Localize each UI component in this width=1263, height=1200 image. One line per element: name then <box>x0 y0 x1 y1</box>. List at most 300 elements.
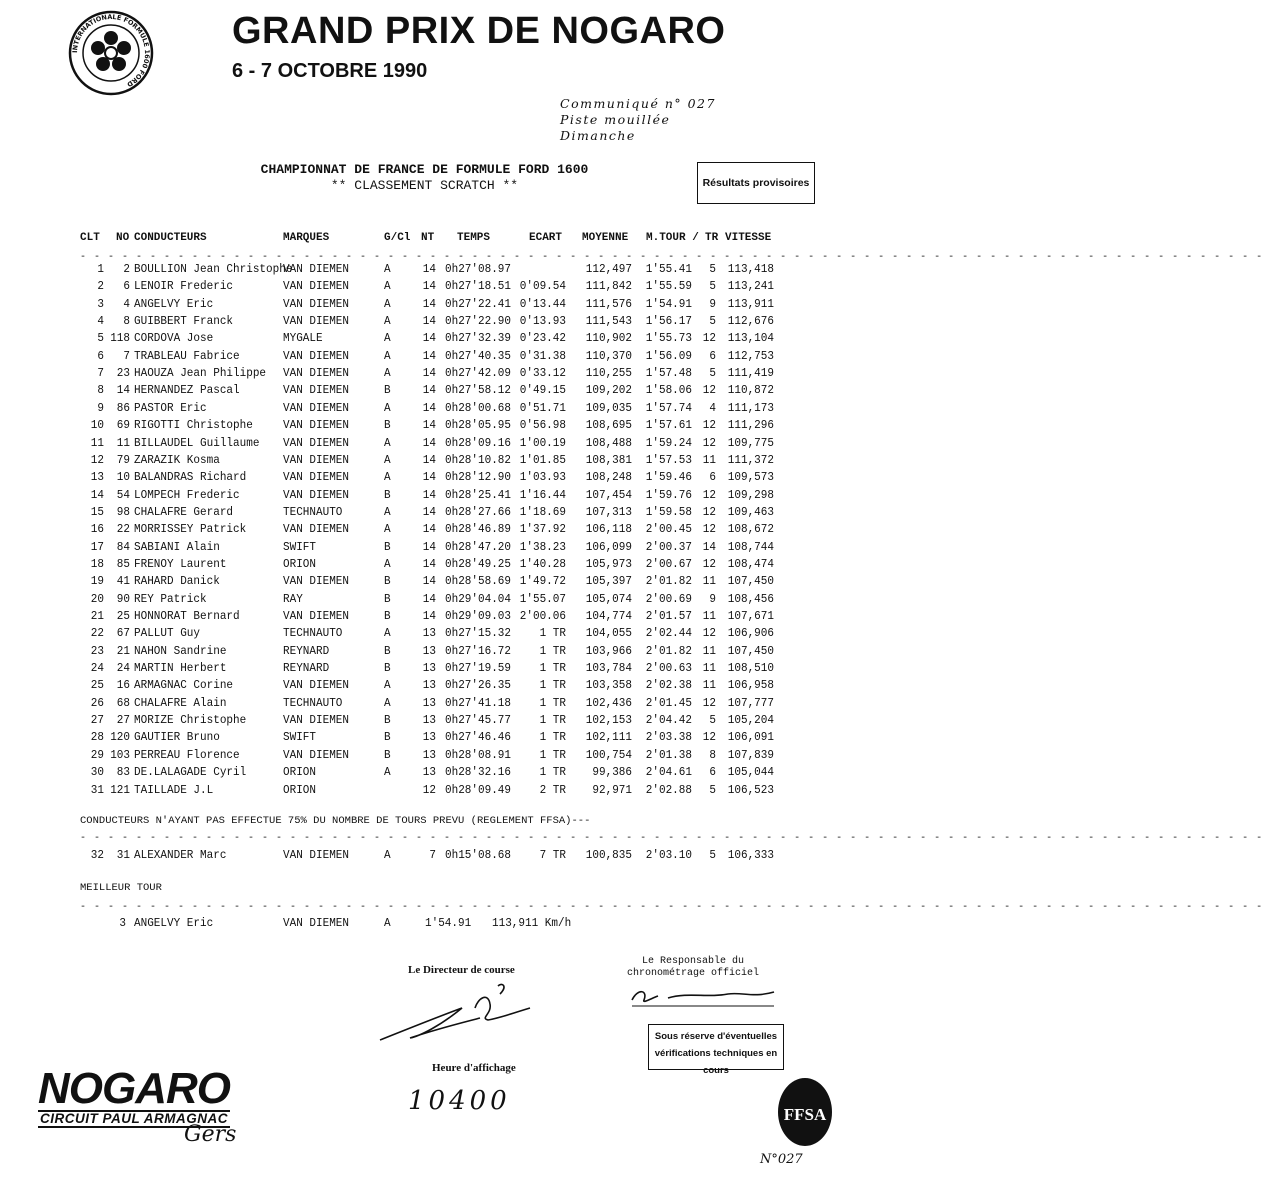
cell-mtour: 2'02.44 <box>645 627 692 642</box>
cell-no: 83 <box>116 766 130 780</box>
cell-mtour: 2'01.57 <box>645 610 692 624</box>
cell-tr: 11 <box>702 679 716 694</box>
gers-signature: Gers <box>184 1122 237 1147</box>
cell-mtour: 1'57.48 <box>645 367 692 381</box>
cell-group: A <box>384 315 391 329</box>
cell-temps: 0h28'27.66 <box>445 506 512 520</box>
cell-driver: LENOIR Frederic <box>134 280 234 295</box>
cell-driver: MORRISSEY Patrick <box>134 523 247 537</box>
cell-marque: TECHNAUTO <box>283 697 343 711</box>
col-marques: MARQUES <box>283 232 330 244</box>
cell-temps: 0h27'08.97 <box>445 263 512 277</box>
cell-moyenne: 99,386 <box>592 766 632 780</box>
cell-no: 121 <box>110 783 130 798</box>
cell-no: 7 <box>123 350 130 364</box>
best-lap-speed: 113,911 Km/h <box>492 917 572 931</box>
cell-ecart: 1'03.93 <box>519 471 566 485</box>
best-lap-no: 3 <box>119 917 126 931</box>
cell-group: B <box>384 610 391 624</box>
cell-moyenne: 107,313 <box>585 506 632 520</box>
cell-no: 103 <box>110 749 130 763</box>
cell-moyenne: 106,118 <box>585 523 632 537</box>
cell-group: A <box>384 766 391 780</box>
cell-nt: 14 <box>422 454 436 468</box>
cell-moyenne: 108,488 <box>585 436 632 451</box>
cell-driver: LOMPECH Frederic <box>134 488 240 503</box>
cell-driver: ARMAGNAC Corine <box>134 679 234 694</box>
cell-moyenne: 109,202 <box>585 384 632 399</box>
cell-temps: 0h28'00.68 <box>445 402 512 416</box>
cell-tr: 12 <box>702 436 716 451</box>
cell-tr: 12 <box>702 627 716 642</box>
cell-no: 16 <box>116 679 130 694</box>
cell-marque: VAN DIEMEN <box>283 610 350 624</box>
cell-ecart: 1'40.28 <box>519 558 566 572</box>
cell-nt: 14 <box>422 436 436 451</box>
cell-ecart: 1 TR <box>539 766 566 780</box>
cell-clt: 3 <box>97 297 104 312</box>
classification-subtitle: ** CLASSEMENT SCRATCH ** <box>330 178 519 193</box>
cell-nt: 13 <box>422 731 436 746</box>
cell-driver: ZARAZIK Kosma <box>134 454 220 468</box>
cell-mtour: 1'57.61 <box>645 419 692 433</box>
cell-ecart: 1'18.69 <box>519 506 566 520</box>
cell-driver: HONNORAT Bernard <box>134 610 240 624</box>
table-divider: - - - - - - - - - - - - - - - - - - - - - - - - - - - - - - - - - - - - - - - - - - - - - - - - - - - - - - - - - - - - - - - - - - - - - - - - - - - - - - - - - - - - - <box>80 252 1263 263</box>
cell-clt: 24 <box>90 662 104 676</box>
cell-marque: VAN DIEMEN <box>283 679 350 694</box>
cell-marque: VAN DIEMEN <box>283 849 350 863</box>
cell-marque: VAN DIEMEN <box>283 714 350 728</box>
cell-ecart: 0'23.42 <box>519 332 566 347</box>
cell-driver: CHALAFRE Alain <box>134 697 227 711</box>
cell-clt: 14 <box>90 488 104 503</box>
col-nt: NT <box>421 232 435 244</box>
cell-mtour: 1'59.24 <box>645 436 692 451</box>
cell-temps: 0h27'18.51 <box>445 280 512 295</box>
col-conducteurs: CONDUCTEURS <box>134 232 207 244</box>
cell-mtour: 2'04.42 <box>645 714 692 728</box>
cell-vitesse: 110,872 <box>727 384 774 399</box>
non-classified-heading: CONDUCTEURS N'AYANT PAS EFFECTUE 75% DU NOMBRE DE TOURS PREVU (REGLEMENT FFSA)--- <box>80 815 591 827</box>
cell-group: A <box>384 367 391 381</box>
cell-marque: VAN DIEMEN <box>283 402 350 416</box>
circuit-name: CIRCUIT PAUL ARMAGNAC <box>40 1111 228 1126</box>
cell-no: 67 <box>116 627 130 642</box>
cell-clt: 26 <box>90 697 104 711</box>
cell-ecart: 1 TR <box>539 697 566 711</box>
col-mtour: M.TOUR / <box>646 232 699 244</box>
cell-clt: 27 <box>90 714 104 728</box>
cell-vitesse: 107,450 <box>727 644 774 659</box>
cell-clt: 25 <box>90 679 104 694</box>
cell-vitesse: 107,777 <box>727 697 774 711</box>
track-condition: Piste mouillée <box>560 112 671 127</box>
cell-moyenne: 111,842 <box>585 280 632 295</box>
cell-no: 84 <box>116 540 130 555</box>
cell-tr: 12 <box>702 384 716 399</box>
cell-clt: 10 <box>90 419 104 433</box>
cell-mtour: 1'57.53 <box>645 454 692 468</box>
cell-moyenne: 102,111 <box>585 731 632 746</box>
cell-ecart: 7 TR <box>539 849 566 863</box>
cell-marque: VAN DIEMEN <box>283 749 350 763</box>
cell-moyenne: 106,099 <box>585 540 632 555</box>
cell-temps: 0h27'26.35 <box>445 679 512 694</box>
cell-marque: VAN DIEMEN <box>283 297 350 312</box>
cell-mtour: 2'03.38 <box>645 731 692 746</box>
cell-mtour: 1'55.41 <box>645 263 692 277</box>
cell-tr: 5 <box>709 849 716 863</box>
document-number: N°027 <box>760 1152 803 1167</box>
cell-group: A <box>384 402 391 416</box>
cell-temps: 0h28'09.49 <box>445 783 512 798</box>
cell-group: B <box>384 644 391 659</box>
cell-driver: TRABLEAU Fabrice <box>134 350 240 364</box>
cell-group: A <box>384 627 391 642</box>
cell-nt: 14 <box>422 402 436 416</box>
cell-driver: PERREAU Florence <box>134 749 240 763</box>
cell-vitesse: 112,753 <box>727 350 774 364</box>
cell-nt: 13 <box>422 749 436 763</box>
cell-vitesse: 106,523 <box>727 783 774 798</box>
nogaro-brand: NOGARO <box>38 1064 230 1113</box>
cell-marque: VAN DIEMEN <box>283 315 350 329</box>
cell-driver: MORIZE Christophe <box>134 714 247 728</box>
cell-tr: 12 <box>702 697 716 711</box>
best-lap-divider: - - - - - - - - - - - - - - - - - - - - - - - - - - - - - - - - - - - - - - - - - - - - - - - - - - - - - - - - - - - - - - - - - - - - - - - - - - - - - - - - - - - - - <box>80 902 1263 913</box>
cell-ecart: 1'38.23 <box>519 540 566 555</box>
cell-no: 69 <box>116 419 130 433</box>
cell-marque: REYNARD <box>283 662 330 676</box>
cell-nt: 13 <box>422 697 436 711</box>
cell-group: A <box>384 263 391 277</box>
cell-clt: 16 <box>90 523 104 537</box>
cell-moyenne: 111,576 <box>585 297 632 312</box>
cell-marque: SWIFT <box>283 540 317 555</box>
cell-vitesse: 108,510 <box>727 662 774 676</box>
cell-group: A <box>384 558 391 572</box>
cell-vitesse: 108,744 <box>727 540 774 555</box>
cell-driver: CHALAFRE Gerard <box>134 506 234 520</box>
cell-driver: RIGOTTI Christophe <box>134 419 253 433</box>
cell-tr: 12 <box>702 419 716 433</box>
cell-driver: BOULLION Jean Christophe <box>134 263 293 277</box>
cell-no: 2 <box>123 263 130 277</box>
cell-no: 21 <box>116 644 130 659</box>
cell-no: 10 <box>116 471 130 485</box>
cell-no: 86 <box>116 402 130 416</box>
cell-driver: TAILLADE J.L <box>134 783 214 798</box>
cell-marque: ORION <box>283 766 317 780</box>
cell-group: A <box>384 849 391 863</box>
cell-clt: 23 <box>90 644 104 659</box>
cell-temps: 0h27'42.09 <box>445 367 512 381</box>
cell-driver: PASTOR Eric <box>134 402 207 416</box>
cell-vitesse: 111,372 <box>727 454 774 468</box>
cell-moyenne: 108,695 <box>585 419 632 433</box>
cell-temps: 0h28'49.25 <box>445 558 512 572</box>
cell-tr: 11 <box>702 662 716 676</box>
cell-clt: 6 <box>97 350 104 364</box>
non-classified-divider: - - - - - - - - - - - - - - - - - - - - - - - - - - - - - - - - - - - - - - - - - - - - - - - - - - - - - - - - - - - - - - - - - - - - - - - - - - - - - - - - - - - - - <box>80 833 1263 844</box>
cell-nt: 7 <box>429 849 436 863</box>
cell-nt: 14 <box>422 419 436 433</box>
best-lap-group: A <box>384 917 391 931</box>
cell-ecart: 2'00.06 <box>519 610 566 624</box>
cell-ecart: 0'09.54 <box>519 280 566 295</box>
cell-no: 6 <box>123 280 130 295</box>
cell-nt: 13 <box>422 662 436 676</box>
responsable-signature <box>628 984 778 1008</box>
cell-marque: VAN DIEMEN <box>283 488 350 503</box>
cell-ecart: 1'00.19 <box>519 436 566 451</box>
cell-marque: TECHNAUTO <box>283 627 343 642</box>
cell-no: 24 <box>116 662 130 676</box>
cell-tr: 12 <box>702 558 716 572</box>
cell-moyenne: 105,397 <box>585 575 632 590</box>
cell-vitesse: 113,418 <box>727 263 774 277</box>
cell-temps: 0h27'19.59 <box>445 662 512 676</box>
cell-group: A <box>384 297 391 312</box>
cell-no: 27 <box>116 714 130 728</box>
cell-temps: 0h29'04.04 <box>445 592 512 607</box>
cell-vitesse: 111,296 <box>727 419 774 433</box>
cell-nt: 13 <box>422 627 436 642</box>
cell-moyenne: 103,358 <box>585 679 632 694</box>
cell-group: A <box>384 454 391 468</box>
cell-vitesse: 106,091 <box>727 731 774 746</box>
cell-vitesse: 108,456 <box>727 592 774 607</box>
cell-ecart: 2 TR <box>539 783 566 798</box>
cell-marque: SWIFT <box>283 731 317 746</box>
cell-nt: 14 <box>422 610 436 624</box>
cell-temps: 0h29'09.03 <box>445 610 512 624</box>
cell-no: 68 <box>116 697 130 711</box>
cell-nt: 14 <box>422 540 436 555</box>
cell-moyenne: 100,754 <box>585 749 632 763</box>
cell-driver: DE.LALAGADE Cyril <box>134 766 247 780</box>
cell-moyenne: 100,835 <box>585 849 632 863</box>
cell-clt: 8 <box>97 384 104 399</box>
cell-mtour: 2'01.82 <box>645 575 692 590</box>
cell-nt: 14 <box>422 297 436 312</box>
cell-group: A <box>384 697 391 711</box>
cell-mtour: 2'03.10 <box>645 849 692 863</box>
cell-clt: 9 <box>97 402 104 416</box>
championship-title: CHAMPIONNAT DE FRANCE DE FORMULE FORD 1600 <box>260 162 589 177</box>
cell-no: 41 <box>116 575 130 590</box>
cell-ecart: 1'01.85 <box>519 454 566 468</box>
cell-nt: 14 <box>422 592 436 607</box>
cell-nt: 14 <box>422 384 436 399</box>
cell-nt: 12 <box>422 783 436 798</box>
cell-tr: 5 <box>709 315 716 329</box>
col-vitesse: VITESSE <box>725 232 772 244</box>
cell-mtour: 2'01.45 <box>645 697 692 711</box>
cell-temps: 0h28'58.69 <box>445 575 512 590</box>
cell-nt: 14 <box>422 506 436 520</box>
cell-temps: 0h27'32.39 <box>445 332 512 347</box>
cell-driver: PALLUT Guy <box>134 627 201 642</box>
cell-marque: VAN DIEMEN <box>283 523 350 537</box>
cell-ecart: 0'13.93 <box>519 315 566 329</box>
cell-driver: ALEXANDER Marc <box>134 849 227 863</box>
cell-driver: MARTIN Herbert <box>134 662 227 676</box>
cell-group: B <box>384 749 391 763</box>
cell-tr: 4 <box>709 402 716 416</box>
cell-tr: 6 <box>709 471 716 485</box>
cell-vitesse: 108,474 <box>727 558 774 572</box>
cell-clt: 15 <box>90 506 104 520</box>
cell-temps: 0h27'15.32 <box>445 627 512 642</box>
cell-moyenne: 112,497 <box>585 263 632 277</box>
cell-vitesse: 113,104 <box>727 332 774 347</box>
cell-tr: 5 <box>709 714 716 728</box>
cell-tr: 11 <box>702 575 716 590</box>
col-ecart: ECART <box>529 232 563 244</box>
directeur-label: Le Directeur de course <box>408 964 515 976</box>
cell-nt: 14 <box>422 367 436 381</box>
cell-moyenne: 105,973 <box>585 558 632 572</box>
cell-clt: 11 <box>90 436 104 451</box>
cell-group: A <box>384 280 391 295</box>
cell-marque: REYNARD <box>283 644 330 659</box>
cell-moyenne: 110,902 <box>585 332 632 347</box>
cell-moyenne: 104,774 <box>585 610 632 624</box>
cell-vitesse: 108,672 <box>727 523 774 537</box>
cell-mtour: 1'56.17 <box>645 315 692 329</box>
cell-mtour: 1'58.06 <box>645 384 692 399</box>
cell-temps: 0h28'32.16 <box>445 766 512 780</box>
cell-ecart: 1'37.92 <box>519 523 566 537</box>
ffsa-emblem <box>776 1076 834 1148</box>
cell-no: 31 <box>116 849 130 863</box>
cell-ecart: 1 TR <box>539 714 566 728</box>
cell-tr: 5 <box>709 263 716 277</box>
cell-tr: 11 <box>702 610 716 624</box>
cell-no: 90 <box>116 592 130 607</box>
cell-mtour: 2'00.69 <box>645 592 692 607</box>
cell-driver: HAOUZA Jean Philippe <box>134 367 267 381</box>
cell-ecart: 1 TR <box>539 679 566 694</box>
cell-marque: ORION <box>283 783 317 798</box>
cell-mtour: 2'02.88 <box>645 783 692 798</box>
best-lap-heading: MEILLEUR TOUR <box>80 882 162 894</box>
cell-tr: 12 <box>702 332 716 347</box>
cell-no: 8 <box>123 315 130 329</box>
cell-clt: 4 <box>97 315 104 329</box>
cell-marque: VAN DIEMEN <box>283 384 350 399</box>
cell-vitesse: 105,204 <box>727 714 774 728</box>
best-lap-driver: ANGELVY Eric <box>134 917 214 931</box>
cell-temps: 0h28'25.41 <box>445 488 512 503</box>
cell-vitesse: 109,573 <box>727 471 774 485</box>
cell-nt: 13 <box>422 766 436 780</box>
cell-moyenne: 92,971 <box>592 783 632 798</box>
cell-temps: 0h28'12.90 <box>445 471 512 485</box>
cell-nt: 14 <box>422 471 436 485</box>
cell-tr: 12 <box>702 731 716 746</box>
cell-moyenne: 102,436 <box>585 697 632 711</box>
cell-clt: 21 <box>90 610 104 624</box>
cell-moyenne: 110,255 <box>585 367 632 381</box>
cell-vitesse: 106,333 <box>727 849 774 863</box>
cell-clt: 18 <box>90 558 104 572</box>
cell-clt: 13 <box>90 471 104 485</box>
cell-nt: 14 <box>422 332 436 347</box>
cell-no: 22 <box>116 523 130 537</box>
technical-reserve-stamp: Sous réserve d'éventuelles vérifications techniques en cours <box>648 1024 784 1070</box>
cell-clt: 5 <box>97 332 104 347</box>
cell-ecart: 1 TR <box>539 644 566 659</box>
heure-label: Heure d'affichage <box>432 1062 516 1074</box>
cell-group: A <box>384 332 391 347</box>
cell-mtour: 2'02.38 <box>645 679 692 694</box>
cell-group: B <box>384 592 391 607</box>
cell-moyenne: 111,543 <box>585 315 632 329</box>
cell-tr: 12 <box>702 506 716 520</box>
cell-driver: GUIBBERT Franck <box>134 315 234 329</box>
cell-tr: 6 <box>709 350 716 364</box>
event-dates: 6 - 7 OCTOBRE 1990 <box>232 60 428 82</box>
cell-ecart: 1'55.07 <box>519 592 566 607</box>
cell-marque: VAN DIEMEN <box>283 280 350 295</box>
col-temps: TEMPS <box>457 232 491 244</box>
cell-vitesse: 106,958 <box>727 679 774 694</box>
cell-driver: CORDOVA Jose <box>134 332 214 347</box>
cell-no: 23 <box>116 367 130 381</box>
cell-mtour: 2'00.45 <box>645 523 692 537</box>
cell-temps: 0h27'45.77 <box>445 714 512 728</box>
cell-group: A <box>384 471 391 485</box>
cell-no: 98 <box>116 506 130 520</box>
cell-tr: 6 <box>709 766 716 780</box>
cell-clt: 12 <box>90 454 104 468</box>
cell-no: 25 <box>116 610 130 624</box>
cell-temps: 0h27'46.46 <box>445 731 512 746</box>
svg-text:INTERNATIONALE FORMULE 1600 FO: INTERNATIONALE FORMULE 1600 FORD <box>70 12 152 89</box>
cell-moyenne: 105,074 <box>585 592 632 607</box>
cell-clt: 28 <box>90 731 104 746</box>
svg-text:FFSA: FFSA <box>783 1105 827 1124</box>
cell-vitesse: 113,241 <box>727 280 774 295</box>
cell-marque: VAN DIEMEN <box>283 419 350 433</box>
cell-tr: 8 <box>709 749 716 763</box>
cell-nt: 14 <box>422 523 436 537</box>
cell-nt: 13 <box>422 679 436 694</box>
cell-vitesse: 109,298 <box>727 488 774 503</box>
col-clt: CLT <box>80 232 100 244</box>
col-tr: TR <box>705 232 719 244</box>
cell-clt: 7 <box>97 367 104 381</box>
directeur-signature <box>370 978 540 1050</box>
cell-no: 11 <box>116 436 130 451</box>
cell-tr: 11 <box>702 644 716 659</box>
cell-temps: 0h28'10.82 <box>445 454 512 468</box>
cell-ecart: 0'31.38 <box>519 350 566 364</box>
cell-temps: 0h27'58.12 <box>445 384 512 399</box>
cell-clt: 30 <box>90 766 104 780</box>
cell-marque: MYGALE <box>283 332 323 347</box>
cell-nt: 14 <box>422 488 436 503</box>
cell-ecart: 0'56.98 <box>519 419 566 433</box>
cell-moyenne: 108,381 <box>585 454 632 468</box>
cell-ecart: 1'16.44 <box>519 488 566 503</box>
cell-moyenne: 102,153 <box>585 714 632 728</box>
cell-temps: 0h28'08.91 <box>445 749 512 763</box>
cell-driver: NAHON Sandrine <box>134 644 227 659</box>
